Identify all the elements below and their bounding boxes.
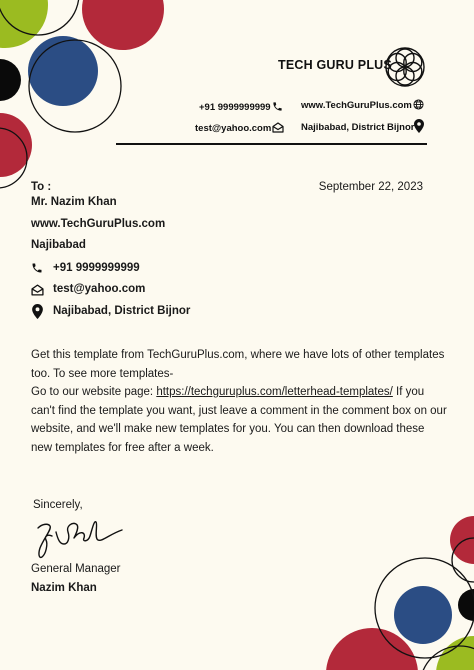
closing: Sincerely, (33, 499, 83, 511)
header-divider (116, 143, 427, 145)
company-name: TECH GURU PLUS (278, 58, 392, 72)
signature (30, 514, 126, 564)
body-paragraph-2-suffix: If you can't find the template you want, just leave a comment in the comment box on our website, and we'll make new templates for you. You can then download these new templates for free after a week. (31, 386, 447, 454)
recipient-email: test@yahoo.com (53, 283, 146, 295)
location-pin-icon (32, 304, 43, 319)
letter-body (31, 346, 447, 458)
body-paragraph-2-prefix: Go to our website page: (31, 386, 157, 399)
body-paragraph-1: Get this template from TechGuruPlus.com, where we have lots of other templates too. To see more templates- (31, 349, 445, 380)
recipient-city: Najibabad (31, 239, 86, 251)
envelope-icon (31, 284, 44, 296)
recipient-address: Najibabad, District Bijnor (53, 305, 191, 317)
signer-name: Nazim Khan (31, 582, 97, 594)
phone-icon (272, 101, 283, 112)
header-address: Najibabad, District Bijnor (301, 122, 415, 133)
recipient-website: www.TechGuruPlus.com (31, 218, 166, 230)
to-label: To : (31, 181, 52, 193)
phone-icon (31, 262, 43, 274)
envelope-icon (272, 122, 284, 133)
body-paragraph-2 (31, 383, 447, 457)
location-pin-icon (414, 119, 424, 133)
letter-date: September 22, 2023 (318, 181, 423, 193)
top-left-decoration (0, 0, 180, 190)
header-phone: +91 9999999999 (199, 102, 271, 113)
header-email: test@yahoo.com (195, 123, 272, 134)
flower-of-life-icon (384, 46, 426, 88)
globe-icon (413, 99, 424, 110)
signer-title: General Manager (31, 563, 121, 575)
recipient-name: Mr. Nazim Khan (31, 196, 117, 208)
recipient-phone: +91 9999999999 (53, 262, 140, 274)
templates-link[interactable]: https://techguruplus.com/letterhead-templates/ (156, 386, 393, 399)
header-website: www.TechGuruPlus.com (301, 100, 412, 111)
